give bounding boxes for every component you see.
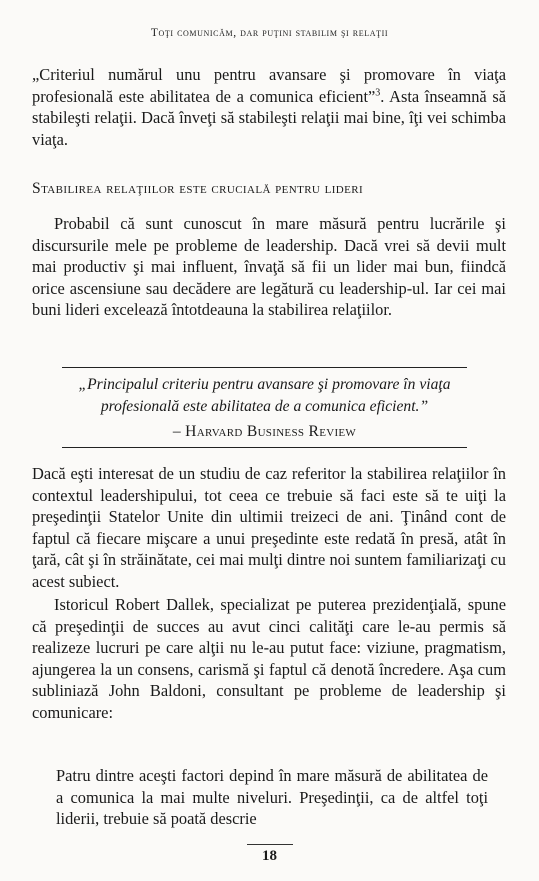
pull-quote-source: – Harvard Business Review (172, 423, 357, 441)
body-paragraph-3: Istoricul Robert Dallek, specializat pe puterea prezidenţială, spune că preşedinţii de succes au avut cinci calităţi care le-au permis să realizeze lucruri pe care alţii nu le-au putut face: viziune, pragmatism, ajungerea la un consens, carismă şi faptul că denotă încredere. Aşa cum subliniază John Baldoni, consultant pe probleme de leadership şi comunicare: (32, 595, 506, 722)
footnote-reference: 3 (375, 87, 381, 99)
intro-paragraph (32, 64, 506, 150)
body-paragraph-2: Dacă eşti interesat de un studiu de caz referitor la stabilirea relaţiilor în contextul leadershipului, tot ceea ce trebuie să faci este să te uiţi la preşedinţii Statelor Unite din ultimii treizeci de ani. Ţinând cont de faptul că fiecare mişcare a unui preşedinte este redată în presă, atât în ţară, cât şi în străinătate, cei mai mulţi dintre noi suntem familiarizaţi cu acest subiect. (32, 464, 506, 591)
pull-quote (62, 367, 467, 448)
block-quote: Patru dintre aceşti factori depind în mare măsură de abilitatea de a comunica la mai multe niveluri. Preşedinţii, ca de altfel toţi liderii, trebuie să poată descrie (56, 766, 488, 829)
pull-quote-text: „Principalul criteriu pentru avansare şi promovare în viaţa profesională este abilitatea de a comunica eficient.” (78, 376, 451, 415)
intro-text-end: . Asta înseamnă să stabileşti relaţii. Dacă înveţi să stabileşti relaţii mai bine, îţi vei schimba viaţa. (32, 86, 506, 149)
intro-text-start: „Criteriul numărul unu pentru avansare şi promovare în viaţa profesională este abilitatea de a comunica eficient” (32, 65, 506, 106)
footer-rule (247, 844, 293, 845)
body-paragraph-1: Probabil că sunt cunoscut în mare măsură pentru lucrările şi discursurile mele pe probleme de leadership. Dacă vrei să devii mult mai productiv şi mai influent, învaţă să fii un lider mai bun, fiindcă orice ascensiune sau decădere are legătură cu leadership-ul. Iar cei mai buni lideri excelează întotdeauna la stabilirea relaţiilor. (32, 214, 506, 320)
pull-quote-bottom-rule (62, 447, 467, 448)
section-heading: Stabilirea relaţiilor este crucială pentru lideri (32, 180, 364, 197)
pull-quote-top-rule (62, 367, 467, 368)
running-head: Toţi comunicăm, dar puţini stabilim şi relaţii (150, 27, 389, 39)
page-number: 18 (262, 848, 277, 864)
